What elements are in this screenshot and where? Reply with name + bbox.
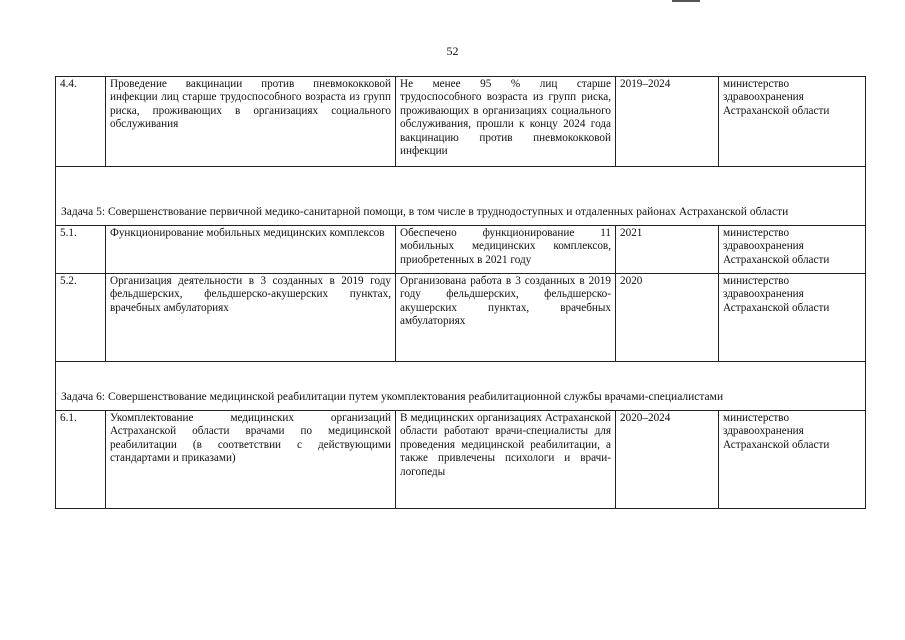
term-cell: 2021 bbox=[616, 226, 719, 274]
task-heading: Задача 6: Совершенствование медицинской реабилитации путем укомплектования реабилитационной службы врачами-специалистами bbox=[56, 362, 866, 411]
responsible-cell: министерство здравоохранения Астраханской области bbox=[719, 411, 866, 509]
table-row bbox=[56, 226, 866, 274]
action-cell: Функционирование мобильных медицинских комплексов bbox=[106, 226, 396, 274]
term-cell: 2020 bbox=[616, 274, 719, 362]
page-number: 52 bbox=[446, 44, 459, 58]
result-cell: Организована работа в 3 созданных в 2019 году фельдшерских, фельдшерско-акушерских пунктах, врачебных амбулаториях bbox=[396, 274, 616, 362]
responsible-cell: министерство здравоохранения Астраханской области bbox=[719, 274, 866, 362]
result-cell: В медицинских организациях Астраханской области работают врачи-специалисты для проведения медицинской реабилитации, а также привлечены психологи и врачи-логопеды bbox=[396, 411, 616, 509]
task-heading: Задача 5: Совершенствование первичной медико-санитарной помощи, в том числе в труднодоступных и отдаленных районах Астраханской области bbox=[56, 167, 866, 226]
row-number: 6.1. bbox=[56, 411, 106, 509]
result-cell: Обеспечено функционирование 11 мобильных медицинских комплексов, приобретенных в 2021 году bbox=[396, 226, 616, 274]
row-number: 5.1. bbox=[56, 226, 106, 274]
responsible-cell: министерство здравоохранения Астраханской области bbox=[719, 77, 866, 167]
action-cell: Укомплектование медицинских организаций Астраханской области врачами по медицинской реабилитации (в соответствии с действующими стандартами и приказами) bbox=[106, 411, 396, 509]
term-cell: 2020–2024 bbox=[616, 411, 719, 509]
table-row bbox=[56, 411, 866, 509]
term-cell: 2019–2024 bbox=[616, 77, 719, 167]
task-row bbox=[56, 167, 866, 226]
action-cell: Проведение вакцинации против пневмококковой инфекции лиц старше трудоспособного возраста из групп риска, проживающих в организациях социального обслуживания bbox=[106, 77, 396, 167]
table-row bbox=[56, 77, 866, 167]
responsible-cell: министерство здравоохранения Астраханской области bbox=[719, 226, 866, 274]
row-number: 4.4. bbox=[56, 77, 106, 167]
measures-table bbox=[55, 76, 866, 509]
result-cell: Не менее 95 % лиц старше трудоспособного возраста из групп риска, проживающих в организациях социального обслуживания, прошли к концу 2024 года вакцинацию против пневмококковой инфекции bbox=[396, 77, 616, 167]
task-row bbox=[56, 362, 866, 411]
action-cell: Организация деятельности в 3 созданных в 2019 году фельдшерских, фельдшерско-акушерских пунктах, врачебных амбулаториях bbox=[106, 274, 396, 362]
scan-mark bbox=[672, 0, 700, 2]
table-row bbox=[56, 274, 866, 362]
row-number: 5.2. bbox=[56, 274, 106, 362]
